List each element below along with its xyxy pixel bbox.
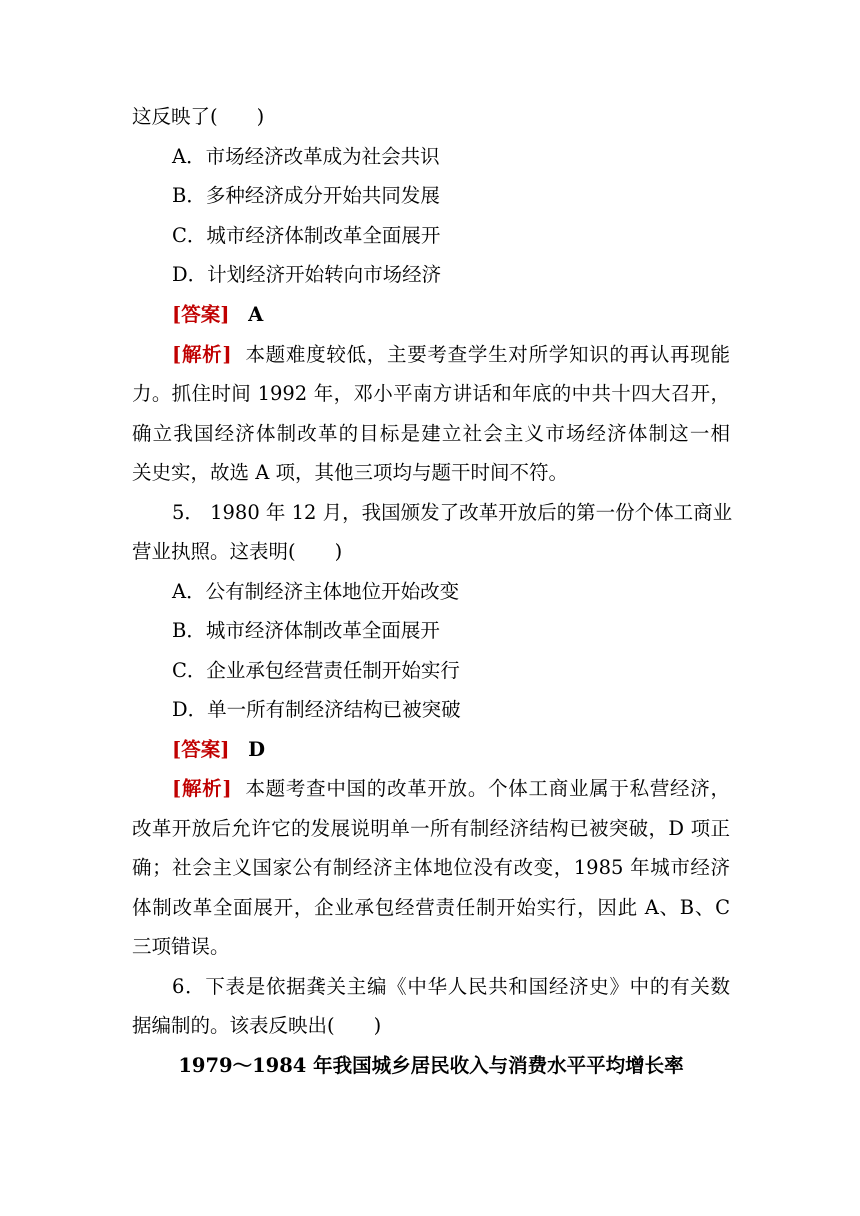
q5-analysis-line-5: 三项错误。 [132,935,230,958]
q4-analysis-line-2: 力。抓住时间 1992 年，邓小平南方讲话和年底的中共十四大召开， [132,382,730,405]
q4-option-c: C．城市经济体制改革全面展开 [172,224,441,247]
q4-answer-label: [答案] [172,303,230,326]
q5-option-a: A．公有制经济主体地位开始改变 [172,580,460,603]
q5-analysis-text-1: 本题考查中国的改革开放。个体工商业属于私营经济， [245,777,730,800]
q5-analysis-label: [解析] [172,777,232,800]
q5-option-d: D．单一所有制经济结构已被突破 [172,698,461,721]
q4-analysis-line-3: 确立我国经济体制改革的目标是建立社会主义市场经济体制这一相 [132,422,730,445]
q4-answer [172,302,770,328]
q5-answer-value: D [248,738,265,761]
q4-option-a: A．市场经济改革成为社会共识 [172,145,440,168]
q4-analysis-label: [解析] [172,343,232,366]
q5-stem-line-2: 营业执照。这表明( ) [132,540,343,563]
q5-answer-label: [答案] [172,738,230,761]
q6-table-title: 1979～1984 年我国城乡居民收入与消费水平平均增长率 [178,1054,684,1077]
q4-option-b: B．多种经济成分开始共同发展 [172,184,440,207]
q5-option-c: C．企业承包经营责任制开始实行 [172,659,460,682]
q4-stem-tail: 这反映了( ) [132,105,265,128]
q5-stem-line-1: 5． 1980 年 12 月，我国颁发了改革开放后的第一份个体工商业 [172,501,733,524]
q5-answer [172,737,770,763]
q5-option-b: B．城市经济体制改革全面展开 [172,619,440,642]
q5-analysis-line-2: 改革开放后允许它的发展说明单一所有制经济结构已被突破，D 项正 [132,817,730,840]
q6-stem-line-1: 6．下表是依据龚关主编《中华人民共和国经济史》中的有关数 [172,975,730,998]
q6-stem-line-2: 据编制的。该表反映出( ) [132,1014,382,1037]
q4-analysis-line-4: 关史实，故选 A 项，其他三项均与题干时间不符。 [132,461,568,484]
q4-answer-value: A [248,303,264,326]
q4-analysis-line-1 [172,342,730,368]
q4-analysis-text-1: 本题难度较低，主要考查学生对所学知识的再认再现能 [245,343,730,366]
q4-option-d: D．计划经济开始转向市场经济 [172,263,442,286]
q5-analysis-line-1 [172,776,730,802]
q5-analysis-line-4: 体制改革全面展开，企业承包经营责任制开始实行，因此 A、B、C [132,896,730,919]
q5-analysis-line-3: 确；社会主义国家公有制经济主体地位没有改变，1985 年城市经济 [132,856,730,879]
